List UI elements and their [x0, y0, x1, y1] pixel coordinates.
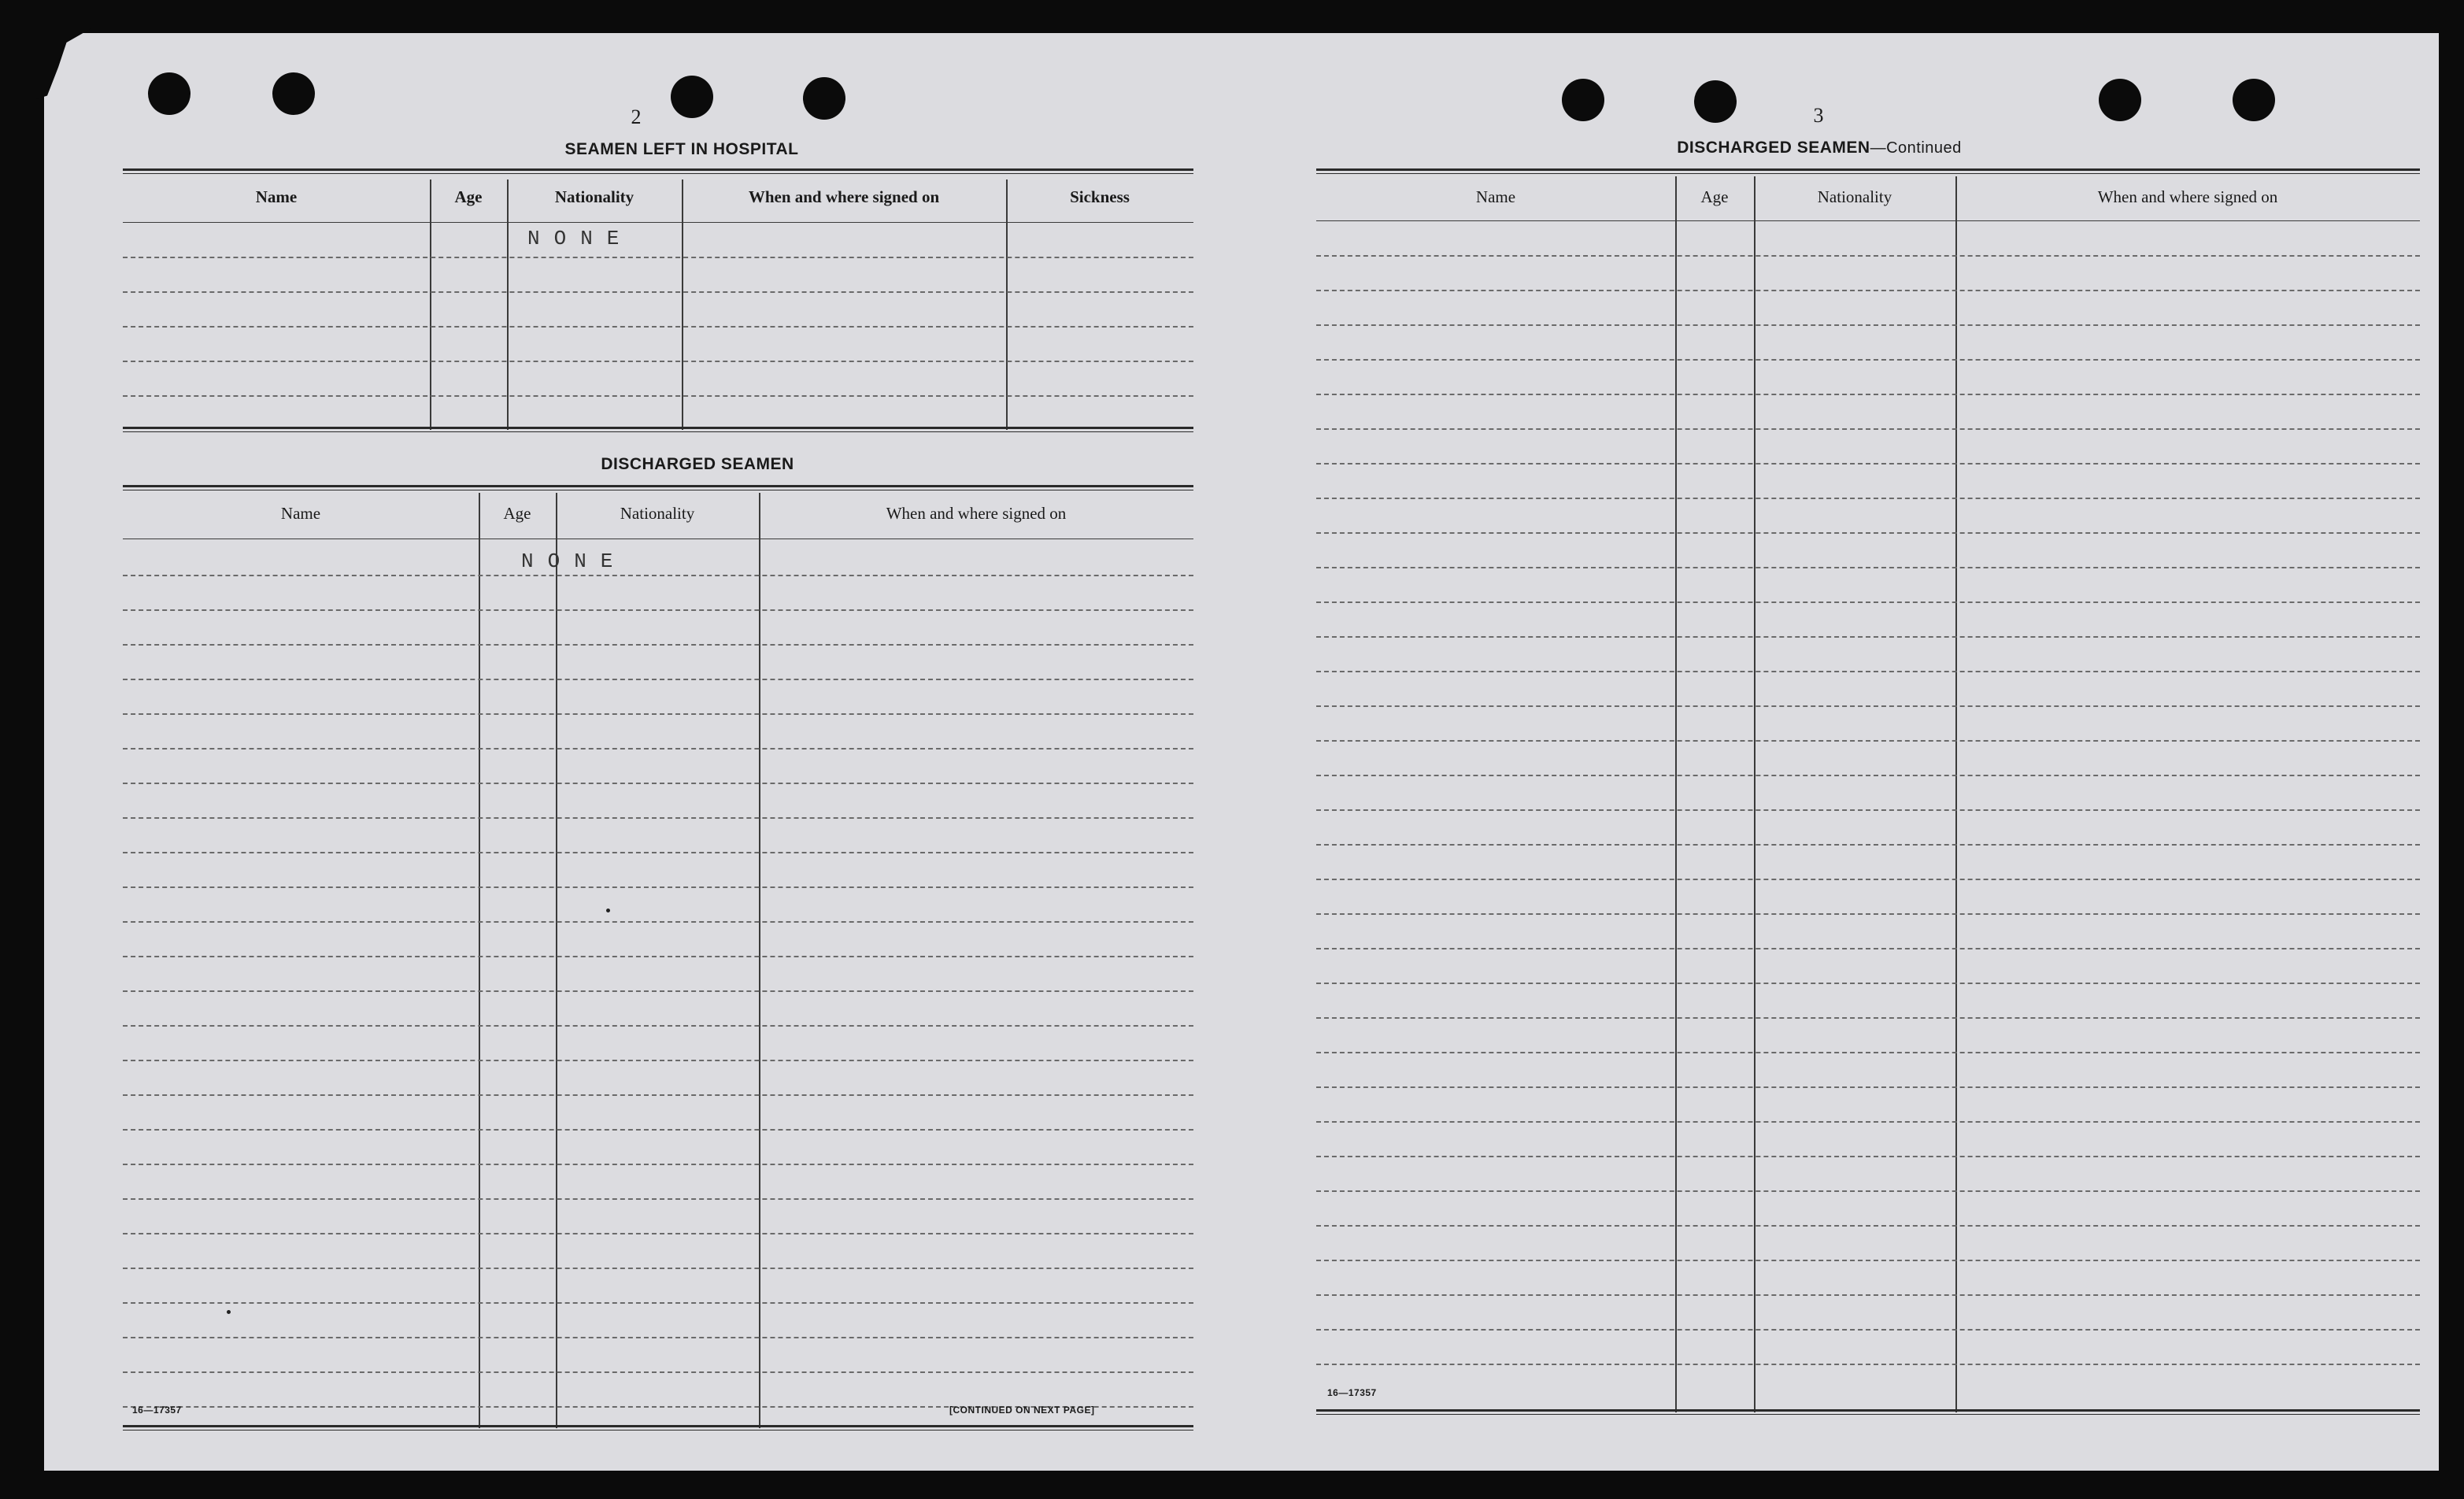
table-row — [1316, 1017, 2420, 1019]
hospital-section-title: SEAMEN LEFT IN HOSPITAL — [564, 140, 799, 158]
table-row — [1316, 1260, 2420, 1261]
punch-hole — [272, 72, 315, 115]
table-row — [1316, 1364, 2420, 1365]
table-row — [123, 1129, 1193, 1131]
punch-hole — [148, 72, 191, 115]
table-row — [1316, 809, 2420, 811]
table-row — [1316, 463, 2420, 465]
scanned-document — [44, 33, 2439, 1471]
table-row — [1316, 1190, 2420, 1192]
table-row — [123, 257, 1193, 258]
page-number: 2 — [631, 105, 642, 128]
table-row — [1316, 844, 2420, 846]
table-row — [1316, 428, 2420, 430]
table-row — [1316, 1329, 2420, 1331]
discharged-col-nationality: Nationality — [620, 504, 695, 523]
table-row — [1316, 983, 2420, 984]
table-row — [1316, 879, 2420, 880]
double-rule — [123, 485, 1193, 490]
table-row — [123, 609, 1193, 611]
table-row — [123, 1060, 1193, 1061]
table-row — [123, 644, 1193, 646]
column-divider — [430, 180, 431, 430]
discharged-col-signed-on: When and where signed on — [886, 504, 1067, 523]
table-row — [123, 1094, 1193, 1096]
table-row — [1316, 1156, 2420, 1157]
table-row — [1316, 255, 2420, 257]
page-right — [1249, 33, 2439, 1471]
discharged-continued-title — [1406, 139, 2233, 157]
column-divider — [1754, 176, 1756, 1412]
table-row — [123, 395, 1193, 397]
column-divider — [759, 493, 760, 1428]
double-rule — [123, 1425, 1193, 1431]
table-row — [123, 1337, 1193, 1338]
continued-col-signed-on: When and where signed on — [2097, 187, 2278, 206]
double-rule — [123, 168, 1193, 174]
discharged-section-title: DISCHARGED SEAMEN — [601, 455, 794, 473]
table-row — [1316, 775, 2420, 776]
column-divider — [1006, 180, 1008, 430]
table-row — [123, 1233, 1193, 1234]
table-row — [123, 1198, 1193, 1200]
table-row — [123, 956, 1193, 957]
table-row — [123, 748, 1193, 750]
table-row — [1316, 636, 2420, 638]
table-row — [1316, 705, 2420, 707]
continued-note: [CONTINUED ON NEXT PAGE] — [949, 1405, 1095, 1416]
table-row — [1316, 290, 2420, 291]
hospital-col-sickness: Sickness — [1070, 187, 1130, 206]
table-row — [123, 886, 1193, 888]
table-row — [123, 1371, 1193, 1373]
column-divider — [1955, 176, 1957, 1412]
table-row — [1316, 394, 2420, 395]
table-row — [1316, 532, 2420, 534]
table-row — [1316, 324, 2420, 326]
ink-speck — [227, 1310, 231, 1314]
table-row — [123, 783, 1193, 784]
table-row — [1316, 1294, 2420, 1296]
header-rule — [1316, 220, 2420, 221]
torn-corner — [36, 28, 91, 99]
form-number: 16—17357 — [132, 1405, 182, 1416]
table-row — [123, 1302, 1193, 1304]
table-row — [1316, 1086, 2420, 1088]
page-left — [44, 33, 1249, 1471]
table-row — [123, 817, 1193, 819]
table-row — [1316, 359, 2420, 361]
continued-col-nationality: Nationality — [1817, 187, 1892, 206]
double-rule — [123, 427, 1193, 432]
table-row — [1316, 740, 2420, 742]
header-rule — [123, 222, 1193, 223]
discharged-col-age: Age — [503, 504, 531, 523]
form-number: 16—17357 — [1327, 1387, 1377, 1398]
table-row — [1316, 1052, 2420, 1053]
continued-suffix: —Continued — [1870, 139, 1962, 157]
continued-col-name: Name — [1475, 187, 1516, 206]
table-row — [1316, 601, 2420, 603]
column-divider — [479, 493, 480, 1428]
discharged-continued-title-text: DISCHARGED SEAMEN — [1677, 139, 1870, 157]
table-row — [123, 326, 1193, 328]
table-row — [123, 1268, 1193, 1269]
column-divider — [682, 180, 683, 430]
table-row — [123, 679, 1193, 680]
table-row — [123, 990, 1193, 992]
table-row — [1316, 1225, 2420, 1227]
punch-hole — [803, 77, 845, 120]
table-row — [1316, 671, 2420, 672]
continued-col-age: Age — [1700, 187, 1729, 206]
hospital-col-signed-on: When and where signed on — [748, 187, 940, 206]
hospital-col-nationality: Nationality — [554, 187, 634, 206]
ink-speck — [606, 909, 610, 912]
table-row — [1316, 498, 2420, 499]
column-divider — [507, 180, 509, 430]
punch-hole — [1694, 80, 1737, 123]
page-number: 3 — [1813, 104, 1824, 127]
punch-hole — [1562, 79, 1604, 121]
table-row — [123, 713, 1193, 715]
column-divider — [556, 493, 557, 1428]
discharged-col-name: Name — [280, 504, 321, 523]
table-row — [123, 291, 1193, 293]
hospital-col-age: Age — [454, 187, 483, 206]
table-row — [123, 921, 1193, 923]
table-row — [123, 1164, 1193, 1165]
table-row — [1316, 567, 2420, 568]
table-row — [123, 361, 1193, 362]
table-row — [1316, 913, 2420, 915]
hospital-entry-none: NONE — [527, 227, 634, 250]
table-row — [123, 852, 1193, 853]
table-row — [1316, 948, 2420, 949]
double-rule — [1316, 168, 2420, 174]
punch-hole — [2099, 79, 2141, 121]
punch-hole — [671, 76, 713, 118]
column-divider — [1675, 176, 1677, 1412]
discharged-entry-none: NONE — [521, 550, 627, 573]
table-row — [123, 575, 1193, 576]
punch-hole — [2233, 79, 2275, 121]
hospital-col-name: Name — [255, 187, 298, 206]
table-row — [123, 1025, 1193, 1027]
double-rule — [1316, 1409, 2420, 1415]
table-row — [1316, 1121, 2420, 1123]
